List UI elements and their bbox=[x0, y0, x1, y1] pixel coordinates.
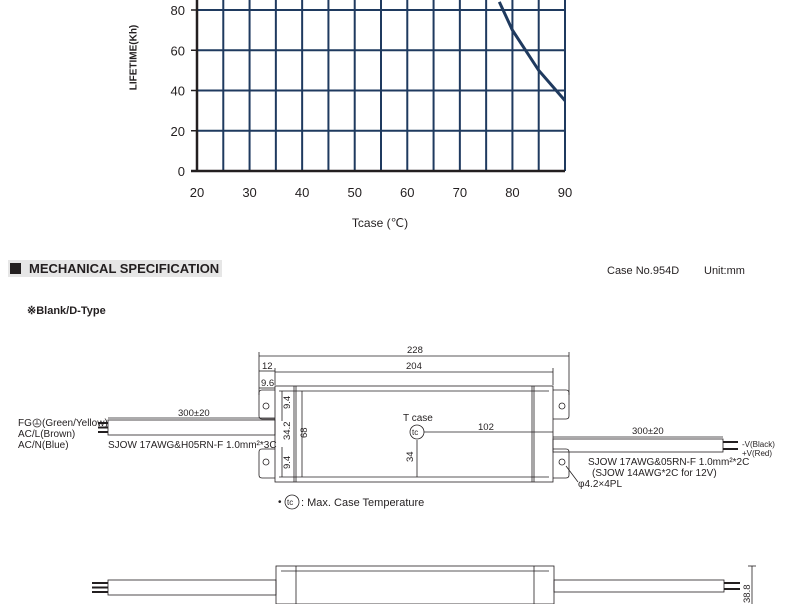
note-tc-symbol: tc bbox=[287, 498, 294, 507]
x-tick-label: 60 bbox=[400, 185, 415, 200]
y-tick-label: 20 bbox=[170, 123, 185, 139]
x-tick-label: 20 bbox=[189, 185, 205, 200]
dim-102: 102 bbox=[478, 422, 494, 433]
output-cable-spec-1: SJOW 17AWG&05RN-F 1.0mm²*2C bbox=[588, 457, 750, 468]
y-tick-label: 80 bbox=[170, 3, 185, 18]
fg-label: FG bbox=[18, 418, 32, 429]
dim-total: 228 bbox=[407, 345, 423, 356]
acn-label: AC/N(Blue) bbox=[18, 440, 69, 451]
dim-34: 34 bbox=[405, 451, 416, 462]
dim-12: 12 bbox=[262, 361, 273, 372]
x-tick-label: 90 bbox=[557, 185, 573, 200]
x-tick-label: 50 bbox=[347, 185, 362, 200]
dim-9-6: 9.6 bbox=[261, 378, 275, 389]
hole-spec: φ4.2×4PL bbox=[578, 479, 623, 490]
y-tick-label: 0 bbox=[177, 164, 185, 179]
unit-label: Unit:mm bbox=[704, 265, 745, 277]
y-axis-label: LIFETIME(Kh) bbox=[128, 24, 140, 91]
section-title: MECHANICAL SPECIFICATION bbox=[29, 261, 220, 276]
note-bullet: • bbox=[278, 497, 282, 508]
acl-label: AC/L(Brown) bbox=[18, 429, 76, 440]
x-axis-label: Tcase (℃) bbox=[351, 216, 409, 230]
vplus-label: +V(Red) bbox=[742, 449, 773, 458]
dim-9-4-bot: 9.4 bbox=[282, 455, 293, 469]
note-text: : Max. Case Temperature bbox=[301, 497, 425, 509]
dim-34-2: 34.2 bbox=[282, 421, 293, 440]
tc-symbol: tc bbox=[412, 428, 419, 437]
x-tick-label: 30 bbox=[242, 185, 257, 200]
dim-9-4-top: 9.4 bbox=[282, 395, 293, 409]
vminus-label: -V(Black) bbox=[742, 440, 775, 449]
dim-cable-in: 300±20 bbox=[178, 408, 210, 419]
y-tick-label: 40 bbox=[170, 83, 185, 99]
subtype-label: ※Blank/D-Type bbox=[27, 305, 106, 317]
dim-body: 204 bbox=[406, 361, 422, 372]
x-tick-label: 80 bbox=[505, 185, 520, 200]
fg-suffix: (Green/Yellow) bbox=[42, 418, 108, 429]
tcase-label: T case bbox=[403, 413, 433, 424]
y-tick-label: 60 bbox=[170, 43, 185, 59]
side-height: 38.8 bbox=[742, 584, 753, 603]
x-tick-label: 70 bbox=[452, 185, 468, 200]
dim-cable-out: 300±20 bbox=[632, 426, 664, 437]
output-cable-spec-2: (SJOW 14AWG*2C for 12V) bbox=[592, 468, 717, 479]
dim-68: 68 bbox=[299, 427, 310, 438]
x-tick-label: 40 bbox=[294, 185, 310, 200]
input-cable-spec: SJOW 17AWG&H05RN-F 1.0mm²*3C bbox=[108, 440, 277, 451]
case-number: Case No.954D bbox=[607, 265, 680, 277]
